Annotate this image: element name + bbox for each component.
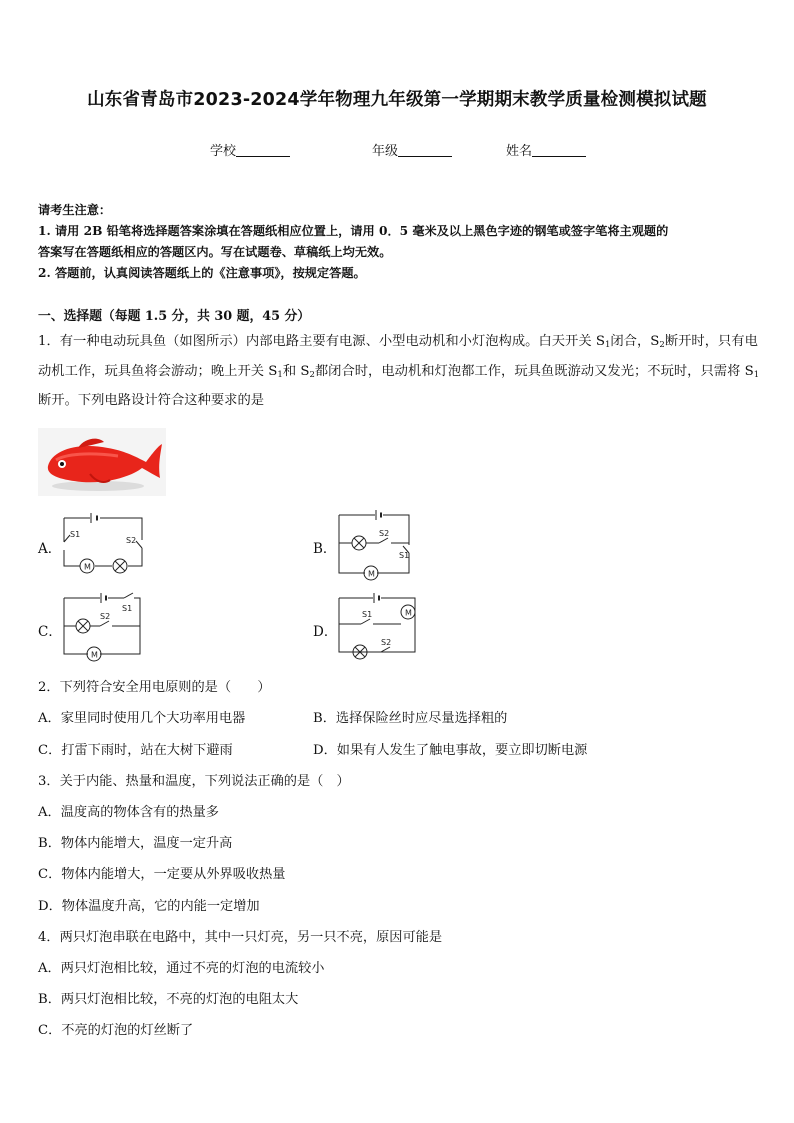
- q1-text-f: 断开。下列电路设计符合这种要求的是: [38, 393, 265, 408]
- motor-label: M: [368, 569, 375, 579]
- q2-option-c: C．打雷下雨时，站在大树下避雨: [38, 743, 233, 758]
- q1-option-c-circuit: [60, 588, 150, 666]
- grade-blank: [398, 143, 452, 157]
- q4-option-a: A．两只灯泡相比较，通过不亮的灯泡的电流较小: [38, 961, 325, 976]
- notice-item1-line2: 答案写在答题纸相应的答题区内。写在试题卷、草稿纸上均无效。: [38, 245, 392, 259]
- q3-option-c: C．物体内能增大，一定要从外界吸收热量: [38, 867, 286, 882]
- switch-s1-label: S1: [122, 604, 133, 613]
- q3-option-a: A．温度高的物体含有的热量多: [38, 805, 219, 820]
- school-blank: [236, 143, 290, 157]
- q1-option-b-circuit: [335, 505, 425, 581]
- name-blank: [532, 143, 586, 157]
- notice-item2: 2. 答题前，认真阅读答题纸上的《注意事项》，按规定答题。: [38, 266, 366, 280]
- q3-option-b: B．物体内能增大，温度一定升高: [38, 836, 233, 851]
- q2-option-a: A．家里同时使用几个大功率用电器: [38, 711, 246, 726]
- notice-item1-line1: 1. 请用 2B 铅笔将选择题答案涂填在答题纸相应位置上，请用 0．5 毫米及以上黑色字迹的钢笔或签字笔将主观题的: [38, 224, 669, 238]
- q1-text-b: 闭合，S: [610, 334, 660, 349]
- switch-s1-label: S1: [70, 530, 81, 539]
- q1-option-a-label: A．: [38, 541, 62, 557]
- q1-sub: 1: [604, 340, 611, 350]
- grade-field: [372, 140, 452, 159]
- motor-label: M: [91, 650, 98, 660]
- q1-text-e: 都闭合时，电动机和灯泡都工作，玩具鱼既游动又发光；不玩时，只需将 S: [314, 363, 754, 379]
- q4-stem: 4．两只灯泡串联在电路中，其中一只灯亮，另一只不亮，原因可能是: [38, 930, 443, 945]
- name-field: [506, 140, 586, 159]
- switch-s1-label: S1: [399, 551, 410, 560]
- q1-option-d-circuit: [335, 588, 425, 668]
- name-label: 姓名: [506, 144, 533, 159]
- q1-text-a: 1．有一种电动玩具鱼（如图所示）内部电路主要有电源、小型电动机和小灯泡构成。白天开关 S: [38, 334, 605, 349]
- notice-heading: 请考生注意：: [38, 203, 112, 217]
- grade-label: 年级: [372, 144, 399, 159]
- q1-sub: 1: [753, 369, 760, 380]
- q3-option-d: D．物体温度升高，它的内能一定增加: [38, 899, 260, 914]
- motor-label: M: [84, 562, 91, 572]
- q1-option-a-circuit: [60, 510, 150, 580]
- switch-s2-label: S2: [379, 529, 390, 538]
- switch-s1-label: S1: [362, 610, 373, 619]
- switch-s2-label: S2: [100, 612, 111, 621]
- exam-title: 山东省青岛市2023-2024学年物理九年级第一学期期末教学质量检测模拟试题: [87, 90, 707, 110]
- q1-sub: 1: [277, 369, 283, 380]
- q2-option-b: B．选择保险丝时应尽量选择粗的: [313, 711, 508, 726]
- q1-sub: 2: [309, 369, 315, 380]
- q2-option-d: D．如果有人发生了触电事故，要立即切断电源: [313, 743, 588, 758]
- q1-option-c-label: C．: [38, 624, 62, 640]
- q1-text-d: 和 S: [282, 363, 310, 379]
- switch-s2-label: S2: [126, 536, 137, 545]
- q4-option-c: C．不亮的灯泡的灯丝断了: [38, 1023, 194, 1038]
- q1-sub: 2: [659, 340, 665, 350]
- q1-text-c: 断开时，只有电动机工作，玩具鱼将会游动；晚上开关 S: [38, 334, 758, 379]
- motor-label: M: [405, 608, 412, 618]
- toy-fish-image: [38, 428, 166, 496]
- switch-s2-label: S2: [381, 638, 392, 647]
- q1-stem: [38, 327, 760, 416]
- school-field: [210, 140, 290, 159]
- q1-option-b-label: B．: [313, 541, 337, 557]
- q2-stem: 2．下列符合安全用电原则的是（ ）: [38, 680, 271, 695]
- q3-stem: 3．关于内能、热量和温度，下列说法正确的是（ ）: [38, 774, 350, 789]
- q4-option-b: B．两只灯泡相比较，不亮的灯泡的电阻太大: [38, 992, 299, 1007]
- notice-block: [38, 200, 760, 284]
- q1-option-d-label: D．: [313, 624, 338, 640]
- section1-heading: 一、选择题（每题 1.5 分，共 30 题，45 分）: [38, 309, 311, 324]
- school-label: 学校: [210, 144, 237, 159]
